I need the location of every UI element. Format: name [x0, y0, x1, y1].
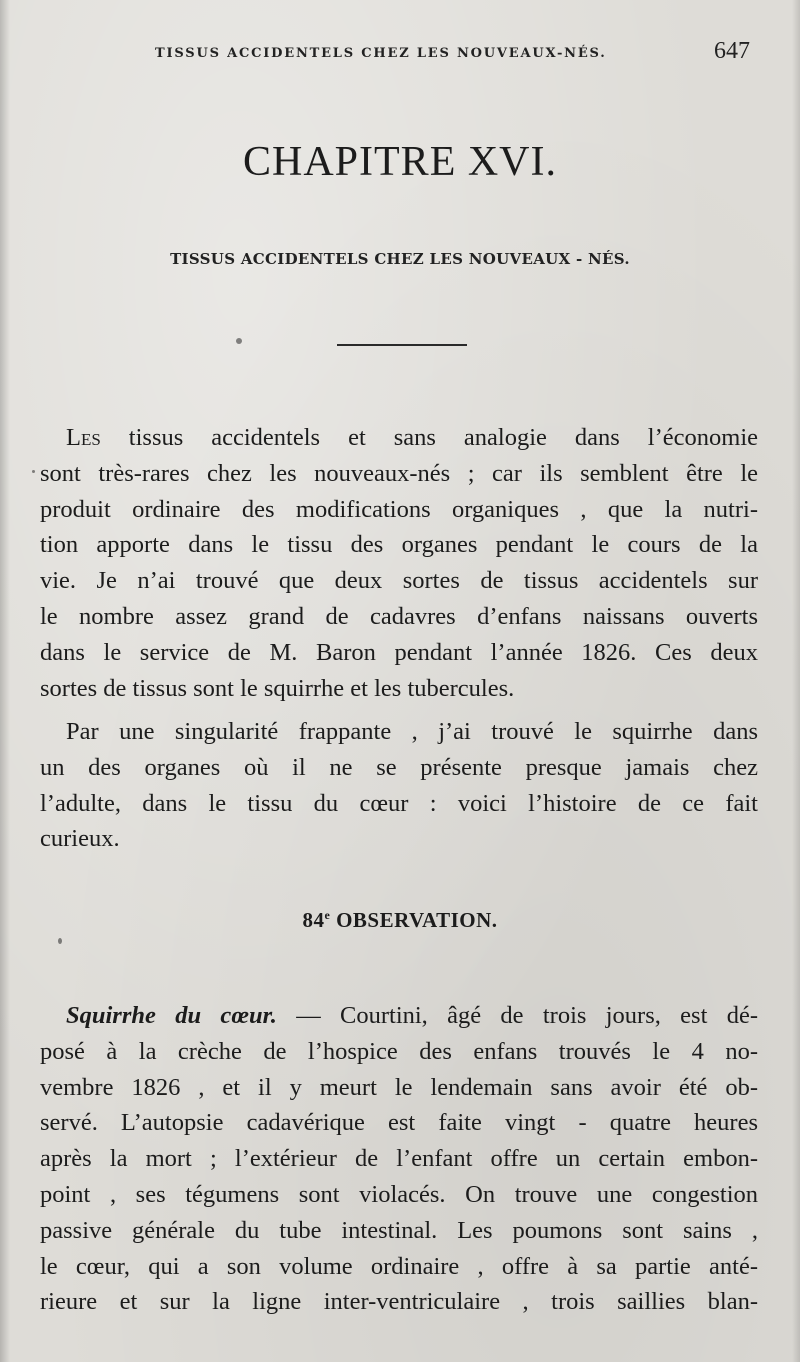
observation-heading: 84e OBSERVATION. [302, 908, 498, 932]
text-line: produit ordinaire des modifications organiques , que la nutri- [40, 495, 758, 523]
text-line: le nombre assez grand de cadavres d’enfans naissans ouverts [40, 602, 758, 630]
text-line: Par une singularité frappante , j’ai trouvé le squirrhe dans [66, 718, 758, 745]
text-line: après la mort ; l’extérieur de l’enfant offre un certain embon- [40, 1145, 758, 1173]
chapter-divider-rule [337, 344, 467, 346]
text-line: point , ses tégumens sont violacés. On trouve une congestion [40, 1180, 758, 1208]
text-line: un des organes où il ne se présente presque jamais chez [40, 753, 758, 781]
text-line: Les tissus accidentels et sans analogie dans l’économie [66, 424, 758, 451]
text-line: l’adulte, dans le tissu du cœur : voici l’histoire de ce fait [40, 789, 758, 817]
text-line: vie. Je n’ai trouvé que deux sortes de tissus accidentels sur [40, 567, 758, 595]
text-line: servé. L’autopsie cadavérique est faite vingt - quatre heures [40, 1109, 758, 1137]
observation-lead: Squirrhe du cœur. [66, 1002, 277, 1029]
chapter-subtitle: TISSUS ACCIDENTELS CHEZ LES NOUVEAUX - NÉS. [170, 250, 630, 268]
chapter-title: CHAPITRE XVI. [243, 139, 557, 185]
paragraph-squirrhe [40, 714, 758, 857]
text-line: dans le service de M. Baron pendant l’année 1826. Ces deux [40, 638, 758, 666]
page-left-shadow [0, 0, 10, 1362]
text-line: curieux. [40, 825, 120, 853]
text-line: Squirrhe du cœur. — Courtini, âgé de trois jours, est dé- [66, 1002, 758, 1029]
text-line: tion apporte dans le tissu des organes pendant le cours de la [40, 531, 758, 559]
paper-speck [236, 338, 242, 344]
text-line: le cœur, qui a son volume ordinaire , offre à sa partie anté- [40, 1252, 758, 1280]
text-line: vembre 1826 , et il y meurt le lendemain sans avoir été ob- [40, 1073, 758, 1101]
paper-speck [58, 938, 62, 944]
text-line: passive générale du tube intestinal. Les poumons sont sains , [40, 1216, 758, 1244]
drop-word: Les [66, 424, 101, 451]
running-header: TISSUS ACCIDENTELS CHEZ LES NOUVEAUX-NÉS. [155, 46, 607, 61]
text-line: sont très-rares chez les nouveaux-nés ; car ils semblent être le [40, 459, 758, 487]
intro-paragraph [40, 420, 758, 706]
paper-speck [32, 470, 35, 473]
page-right-shadow [792, 0, 800, 1362]
text-line: posé à la crèche de l’hospice des enfans trouvés le 4 no- [40, 1037, 758, 1065]
text-line: rieure et sur la ligne inter-ventriculaire , trois saillies blan- [40, 1288, 758, 1316]
page-number: 647 [714, 38, 750, 64]
observation-paragraph [40, 998, 758, 1320]
text-line: sortes de tissus sont le squirrhe et les tubercules. [40, 674, 515, 702]
